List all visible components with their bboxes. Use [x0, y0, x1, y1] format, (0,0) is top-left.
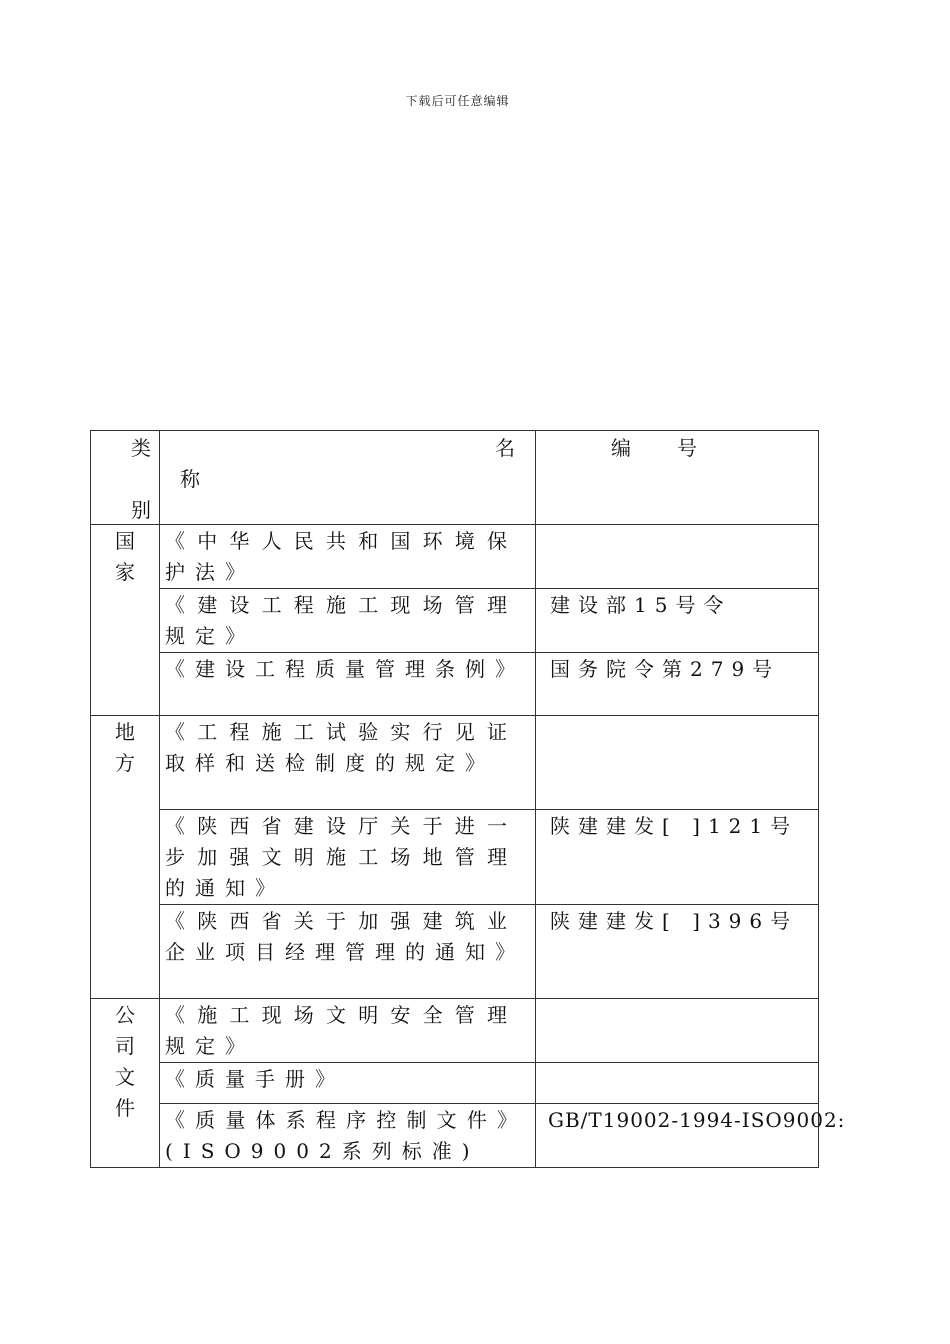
regulations-table — [90, 430, 846, 1168]
header-category-top: 类 — [131, 436, 151, 460]
header-category-bottom: 别 — [131, 498, 151, 522]
regulation-number: 陕建建发[ ]121号 — [536, 810, 819, 905]
table-row — [91, 905, 819, 999]
category-company: 公 司 文 件 — [91, 999, 160, 1168]
table-header-row — [91, 431, 819, 525]
table-row — [91, 810, 819, 905]
regulation-number — [536, 999, 819, 1063]
header-name — [160, 431, 536, 525]
regulation-name: 《质量手册》 — [160, 1063, 536, 1104]
regulation-number: 国务院令第279号 — [536, 653, 819, 716]
regulation-number: 建设部15号令 — [536, 589, 819, 653]
header-name-top: 名 — [495, 436, 515, 460]
regulation-number — [536, 1063, 819, 1104]
regulation-name: 《施工现场文明安全管理规定》 — [160, 999, 536, 1063]
table-row — [91, 525, 819, 589]
header-category — [91, 431, 160, 525]
regulation-name: 《陕西省关于加强建筑业企业项目经理管理的通知》 — [160, 905, 536, 999]
regulation-name: 《质量体系程序控制文件》(ISO9002系列标准) — [160, 1104, 536, 1168]
table-row — [91, 716, 819, 810]
regulation-number — [536, 525, 819, 589]
table-row — [91, 589, 819, 653]
regulation-name: 《陕西省建设厅关于进一步加强文明施工场地管理的通知》 — [160, 810, 536, 905]
regulation-number: 陕建建发[ ]396号 — [536, 905, 819, 999]
header-note: 下载后可任意编辑 — [405, 94, 510, 108]
regulation-name: 《中华人民共和国环境保护法》 — [160, 525, 536, 589]
regulation-name: 《建设工程质量管理条例》 — [160, 653, 536, 716]
table-row — [91, 1104, 819, 1168]
header-name-bottom: 称 — [180, 467, 200, 491]
table-row — [91, 653, 819, 716]
regulation-number — [536, 716, 819, 810]
regulation-number: GB/T19002-1994-ISO9002: — [536, 1104, 819, 1168]
table-row — [91, 999, 819, 1063]
table-row — [91, 1063, 819, 1104]
header-number — [536, 431, 819, 525]
regulation-name: 《工程施工试验实行见证取样和送检制度的规定》 — [160, 716, 536, 810]
category-national: 国 家 — [91, 525, 160, 716]
category-local: 地 方 — [91, 716, 160, 999]
header-number-label: 编号 — [611, 436, 743, 460]
regulation-name: 《建设工程施工现场管理规定》 — [160, 589, 536, 653]
